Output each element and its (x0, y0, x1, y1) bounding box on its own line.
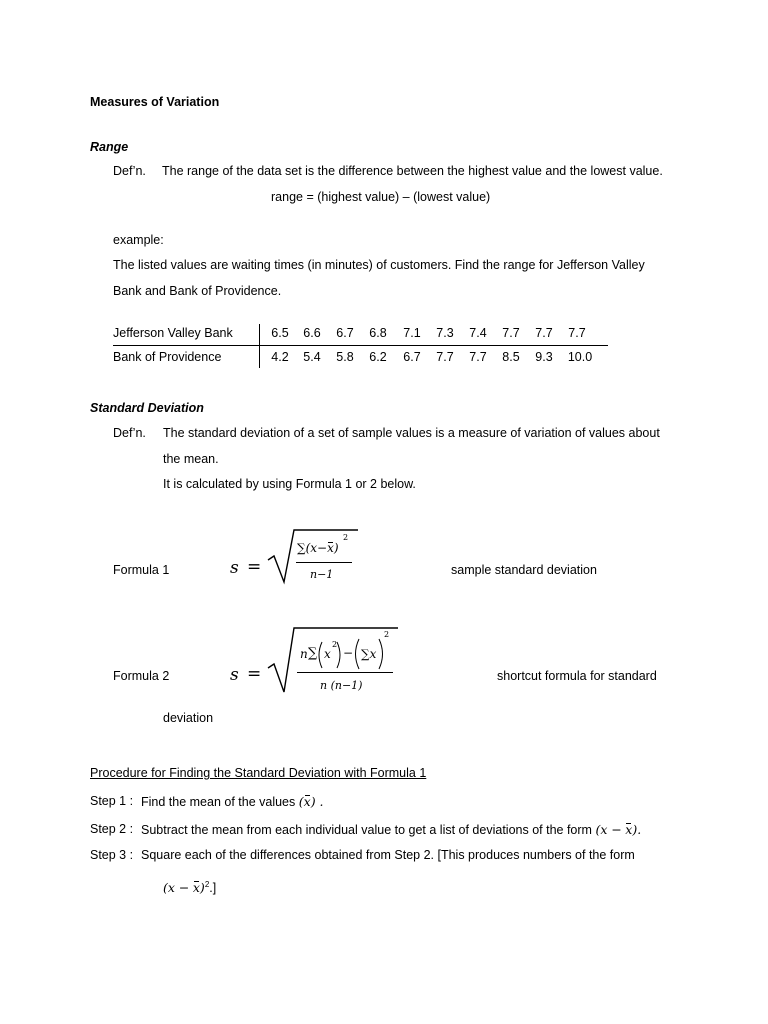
formula-1-s: s (230, 558, 239, 578)
table-horizontal-rule (113, 345, 608, 346)
procedure-heading: Procedure for Finding the Standard Deviation with Formula 1 (90, 766, 427, 780)
table-cell: 7.7 (436, 350, 454, 364)
formula-1-label: Formula 1 (113, 563, 170, 577)
formula-2-label: Formula 2 (113, 669, 170, 683)
table-cell: 7.1 (403, 326, 421, 340)
formula-2-sum-x: ∑x (361, 647, 377, 661)
example-label: example: (113, 233, 164, 247)
formula-2-s: s (230, 665, 239, 685)
table-cell: 7.3 (436, 326, 454, 340)
table-cell: 7.7 (535, 326, 553, 340)
table-cell: 7.7 (568, 326, 586, 340)
formula-1-equals: = (247, 557, 262, 577)
table-cell: 6.7 (403, 350, 421, 364)
formula-2-description: shortcut formula for standard (497, 669, 657, 683)
formula-2-minus: − (343, 646, 354, 660)
range-defn-label: Def’n. (113, 164, 146, 178)
sd-heading: Standard Deviation (90, 401, 204, 415)
table-cell: 6.5 (271, 326, 289, 340)
sd-defn-line-1: The standard deviation of a set of sample values is a measure of variation of values about (163, 426, 660, 440)
step-3-math: $(x - x)^2$.] (163, 880, 217, 896)
formula-2-denominator: n (n−1) (320, 679, 363, 692)
range-formula: range = (highest value) – (lowest value) (271, 190, 491, 204)
table-cell: 6.8 (369, 326, 387, 340)
table-cell: 6.7 (336, 326, 354, 340)
table-cell: 7.4 (469, 326, 487, 340)
table-cell: 7.7 (469, 350, 487, 364)
sd-defn-line-2: the mean. (163, 452, 219, 466)
step-3-label: Step 3 : (90, 848, 134, 862)
formula-2-exponent: 2 (384, 630, 390, 639)
formula-2-x-exponent: 2 (332, 640, 338, 649)
step-1-text: Find the mean of the values (x) . (141, 794, 324, 809)
table-row-label: Bank of Providence (113, 350, 222, 364)
sd-defn-line-3: It is calculated by using Formula 1 or 2 below. (163, 477, 416, 491)
table-cell: 10.0 (567, 350, 593, 364)
formula-2-x: x (324, 647, 331, 661)
formula-2-description-cont: deviation (163, 711, 214, 725)
formula-2-equals: = (247, 664, 262, 684)
formula-2-fraction-bar (297, 672, 393, 673)
sd-defn-label: Def’n. (113, 426, 146, 440)
formula-1-numerator: ∑(x−x) (297, 541, 339, 555)
range-heading: Range (90, 140, 129, 154)
step-3-text: Square each of the differences obtained from Step 2. [This produces numbers of the form (141, 848, 635, 862)
step-2-label: Step 2 : (90, 822, 134, 836)
example-line-1: The listed values are waiting times (in minutes) of customers. Find the range for Jefferson Valley (113, 258, 645, 272)
table-cell: 7.7 (502, 326, 520, 340)
table-cell: 6.2 (369, 350, 387, 364)
table-cell: 5.4 (303, 350, 321, 364)
step-2-text: Subtract the mean from each individual value to get a list of deviations of the form (x − x). (141, 822, 642, 837)
table-cell: 6.6 (303, 326, 321, 340)
formula-1-denominator: n−1 (310, 568, 334, 581)
table-row-label: Jefferson Valley Bank (113, 326, 233, 340)
range-defn-text: The range of the data set is the difference between the highest value and the lowest value. (162, 164, 663, 178)
formula-2-sigma: ∑ (308, 646, 318, 661)
step-1-label: Step 1 : (90, 794, 134, 808)
table-vertical-rule (259, 324, 260, 368)
table-cell: 8.5 (502, 350, 520, 364)
table-cell: 9.3 (535, 350, 553, 364)
example-line-2: Bank and Bank of Providence. (113, 284, 282, 298)
formula-1-description: sample standard deviation (451, 563, 597, 577)
formula-1-exponent: 2 (343, 533, 349, 542)
formula-1-fraction-bar (296, 562, 352, 563)
formula-2-n: n (300, 647, 308, 661)
table-cell: 5.8 (336, 350, 354, 364)
page-title: Measures of Variation (90, 95, 220, 109)
table-cell: 4.2 (271, 350, 289, 364)
